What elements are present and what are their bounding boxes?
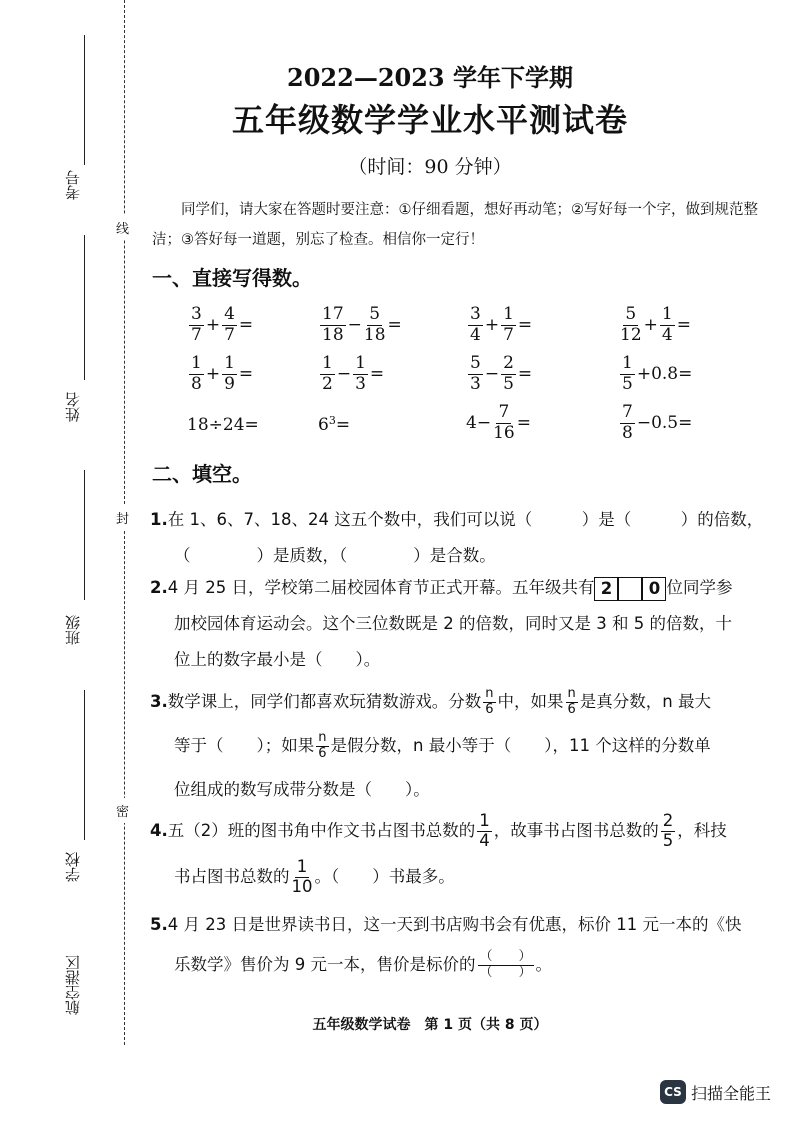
page-footer: 五年级数学试卷 第 1 页（共 8 页）	[312, 1017, 548, 1033]
digit-box-hundreds: 2	[594, 577, 618, 601]
school-label: 学校	[64, 852, 82, 882]
binding-margin	[0, 0, 130, 1050]
term-title: 2022—2023 学年下学期	[287, 63, 573, 92]
seal-char-line: 线	[116, 215, 129, 240]
exam-number-label: 考号	[64, 170, 82, 200]
exam-number-line	[84, 35, 85, 165]
seal-char-secret: 密	[116, 798, 129, 823]
class-label: 班级	[64, 615, 82, 645]
scanner-watermark	[660, 1080, 771, 1104]
class-line	[84, 470, 85, 600]
digit-box-ones: 0	[642, 577, 666, 601]
question-1: 1.在 1、6、7、18、24 这五个数中，我们可以说（ ）是（ ）的倍数， （ ）是质数，（ ）是合数。	[150, 510, 764, 565]
district-label: 航空港区	[64, 955, 82, 1015]
section-1-title: 一、直接写得数。	[152, 266, 312, 290]
school-line	[84, 690, 85, 840]
scanner-name: 扫描全能王	[691, 1083, 772, 1103]
calc-2-2: $\frac{1}{2}$ − $\frac{1}{3}$ =	[322, 353, 385, 394]
calc-2-4: $\frac{1}{5}$ +0.8=	[622, 353, 693, 394]
exam-title: 五年级数学学业水平测试卷	[231, 101, 628, 139]
calc-1-2: $\frac{17}{18}$ − $\frac{5}{18}$ =	[322, 304, 402, 345]
calc-3-3: 4− $\frac{7}{16}$ =	[466, 402, 531, 443]
name-label: 姓名	[64, 392, 82, 422]
calc-3-1: 18÷24=	[187, 415, 259, 435]
answer-blank-fraction[interactable]: $\frac{( )}{( )}$	[479, 949, 532, 980]
camscanner-icon: CS	[660, 1080, 686, 1104]
seal-char-seal: 封	[116, 505, 129, 530]
question-3: 3.数学课上，同学们都喜欢玩猜数游戏。分数 $\frac{n}{6}$ 中，如果 $\frac{n}{6}$ 是真分数，n 最大 等于（ ）；如果 $\frac{n}{6}$ 是假分数，n 最小等于（ ），11 个这样的分数单 位组成的数写成带分数是（ ）。	[150, 686, 711, 799]
calc-1-1: $\frac{3}{7}$ + $\frac{4}{7}$ =	[191, 304, 254, 345]
digit-box-tens	[618, 577, 642, 601]
instructions: 同学们，请大家在答题时要注意：①仔细看题，想好再动笔；②写好每一个字，做到规范整洁；③答好每一道题，别忘了检查。相信你一定行！	[152, 202, 758, 248]
calc-3-2: 6 $^3$ =	[318, 413, 351, 435]
question-5: 5.4 月 23 日是世界读书日，这一天到书店购书会有优惠，标价 11 元一本的《快 乐数学》售价为 9 元一本，售价是标价的 $\frac{( )}{( )}$ 。	[150, 915, 742, 980]
calc-1-3: $\frac{3}{4}$ + $\frac{1}{7}$ =	[470, 304, 533, 345]
question-4: 4.五（2）班的图书角中作文书占图书总数的 $\frac{1}{4}$ ，故事书占图书总数的 $\frac{2}{5}$ ，科技 书占图书总数的 $\frac{1}{10}$ 。（ ）书最多。	[150, 811, 727, 896]
calc-2-1: $\frac{1}{8}$ + $\frac{1}{9}$ =	[191, 353, 254, 394]
section-2-title: 二、填空。	[152, 462, 252, 486]
calc-1-4: $\frac{5}{12}$ + $\frac{1}{4}$ =	[620, 304, 691, 345]
calc-2-3: $\frac{5}{3}$ − $\frac{2}{5}$ =	[470, 353, 533, 394]
name-line	[84, 235, 85, 380]
question-2: 2.4 月 25 日，学校第二届校园体育节正式开幕。五年级共有 2 0 位同学参 加校园体育运动会。这个三位数既是 2 的倍数，同时又是 3 和 5 的倍数，十 位上的数字最小是（ ）。	[150, 578, 733, 669]
exam-time: （时间：90 分钟）	[348, 156, 512, 178]
calc-3-4: $\frac{7}{8}$ −0.5=	[622, 402, 693, 443]
